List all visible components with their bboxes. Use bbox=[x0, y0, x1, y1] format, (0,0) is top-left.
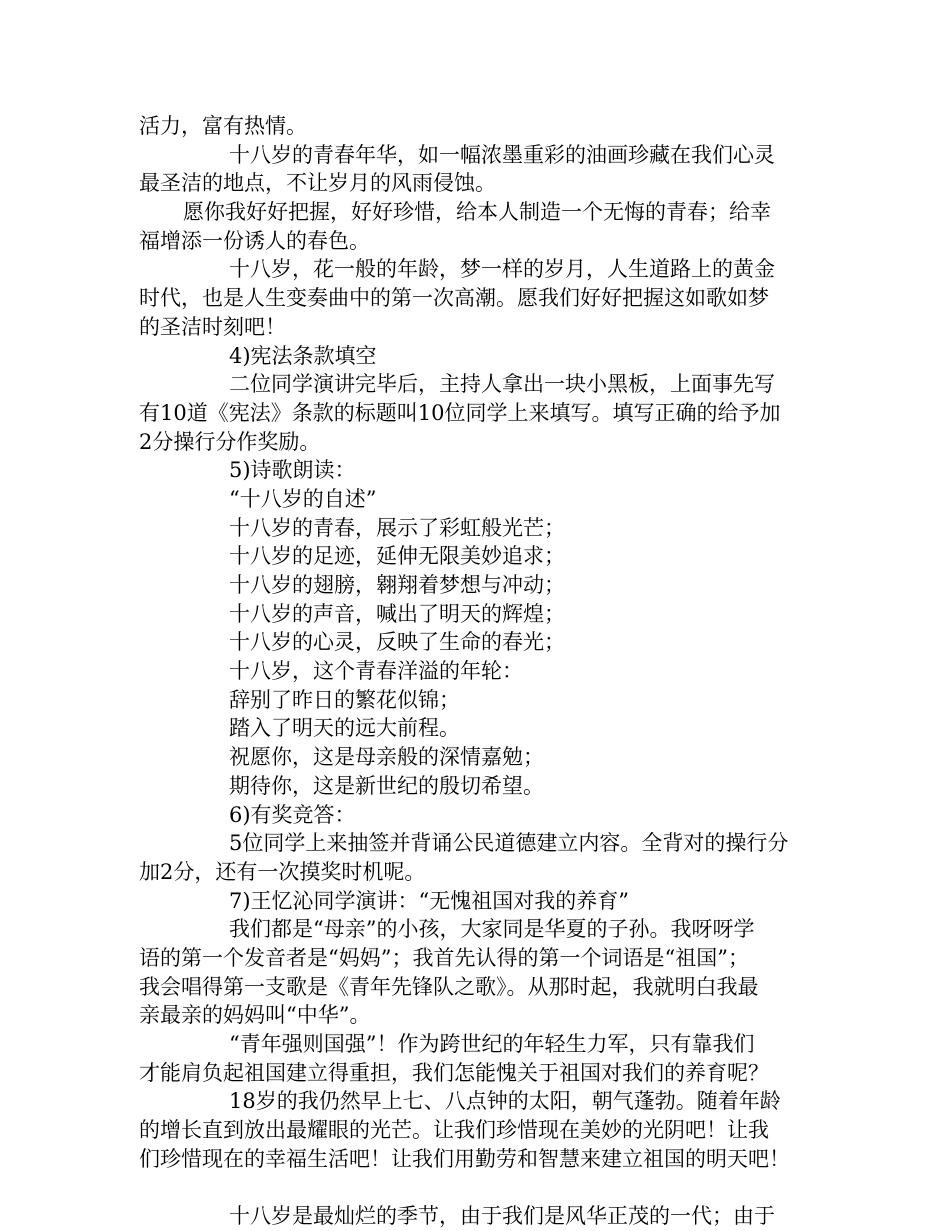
text-line: 我会唱得第一支歌是《青年先锋队之歌》。从那时起，我就明白我最 bbox=[139, 974, 759, 999]
poem-title: “十八岁的自述” bbox=[229, 486, 377, 511]
poem-line: 期待你，这是新世纪的殷切希望。 bbox=[229, 773, 544, 798]
text-line: 才能肩负起祖国建立得重担，我们怎能愧关于祖国对我们的养育呢？ bbox=[139, 1060, 769, 1085]
text-line: 的增长直到放出最耀眼的光芒。让我们珍惜现在美妙的光阴吧！让我 bbox=[139, 1118, 769, 1143]
poem-line: 十八岁的心灵，反映了生命的春光； bbox=[229, 630, 565, 655]
poem-line: 辞别了昨日的繁花似锦； bbox=[229, 687, 460, 712]
text-line: 们珍惜现在的幸福生活吧！让我们用勤劳和智慧来建立祖国的明天吧！ bbox=[139, 1146, 790, 1171]
text-line: 时代，也是人生变奏曲中的第一次高潮。愿我们好好把握这如歌如梦 bbox=[139, 286, 769, 311]
text-line: “青年强则国强”！作为跨世纪的年轻生力军，只有靠我们 bbox=[229, 1032, 755, 1056]
blank-line bbox=[139, 1173, 829, 1202]
text-line: 我们都是“母亲”的小孩，大家同是华夏的子孙。我呀呀学 bbox=[229, 917, 755, 942]
text-line: 有10道《宪法》条款的标题叫10位同学上来填写。填写正确的给予加 bbox=[139, 400, 781, 425]
text-line: 语的第一个发音者是“妈妈”；我首先认得的第一个词语是“祖国”； bbox=[139, 945, 749, 970]
poem-line: 十八岁的足迹，延伸无限美妙追求； bbox=[229, 544, 565, 569]
text-line: 18岁的我仍然早上七、八点钟的太阳，朝气蓬勃。随着年龄 bbox=[229, 1089, 781, 1114]
poem-line: 十八岁的翅膀，翱翔着梦想与冲动； bbox=[229, 573, 565, 597]
section-heading: 5)诗歌朗读： bbox=[229, 458, 356, 483]
text-line: 2分操行分作奖励。 bbox=[139, 429, 321, 454]
text-line: 5位同学上来抽签并背诵公民道德建立内容。全背对的操行分 bbox=[229, 831, 789, 856]
text-line: 十八岁，花一般的年龄，梦一样的岁月，人生道路上的黄金 bbox=[229, 257, 775, 282]
poem-line: 十八岁，这个青春洋溢的年轮： bbox=[229, 659, 523, 684]
poem-line: 踏入了明天的远大前程。 bbox=[229, 716, 460, 741]
document-page bbox=[139, 112, 829, 1231]
text-line: 十八岁是最灿烂的季节，由于我们是风华正茂的一代；由于 bbox=[229, 1204, 775, 1229]
text-line: 最圣洁的地点，不让岁月的风雨侵蚀。 bbox=[139, 171, 496, 196]
section-heading: 7)王忆沁同学演讲：“无愧祖国对我的养育” bbox=[229, 888, 630, 913]
text-line: 福增添一份诱人的春色。 bbox=[139, 228, 370, 253]
text-line: 的圣洁时刻吧！ bbox=[139, 314, 286, 339]
text-line: 活力，富有热情。 bbox=[139, 114, 307, 138]
poem-line: 十八岁的青春，展示了彩虹般光芒； bbox=[229, 515, 565, 540]
text-line: 二位同学演讲完毕后，主持人拿出一块小黑板，上面事先写 bbox=[229, 372, 775, 397]
section-heading: 6)有奖竞答： bbox=[229, 802, 356, 827]
text-line: 十八岁的青春年华，如一幅浓墨重彩的油画珍藏在我们心灵 bbox=[229, 142, 775, 167]
poem-line: 祝愿你，这是母亲般的深情嘉勉； bbox=[229, 745, 544, 770]
text-line: 加2分，还有一次摸奖时机呢。 bbox=[139, 859, 426, 884]
section-heading: 4)宪法条款填空 bbox=[229, 343, 377, 368]
text-line: 愿你我好好把握，好好珍惜，给本人制造一个无悔的青春；给幸 bbox=[183, 200, 771, 225]
text-line: 亲最亲的妈妈叫“中华”。 bbox=[139, 1003, 371, 1028]
poem-line: 十八岁的声音，喊出了明天的辉煌； bbox=[229, 601, 565, 626]
